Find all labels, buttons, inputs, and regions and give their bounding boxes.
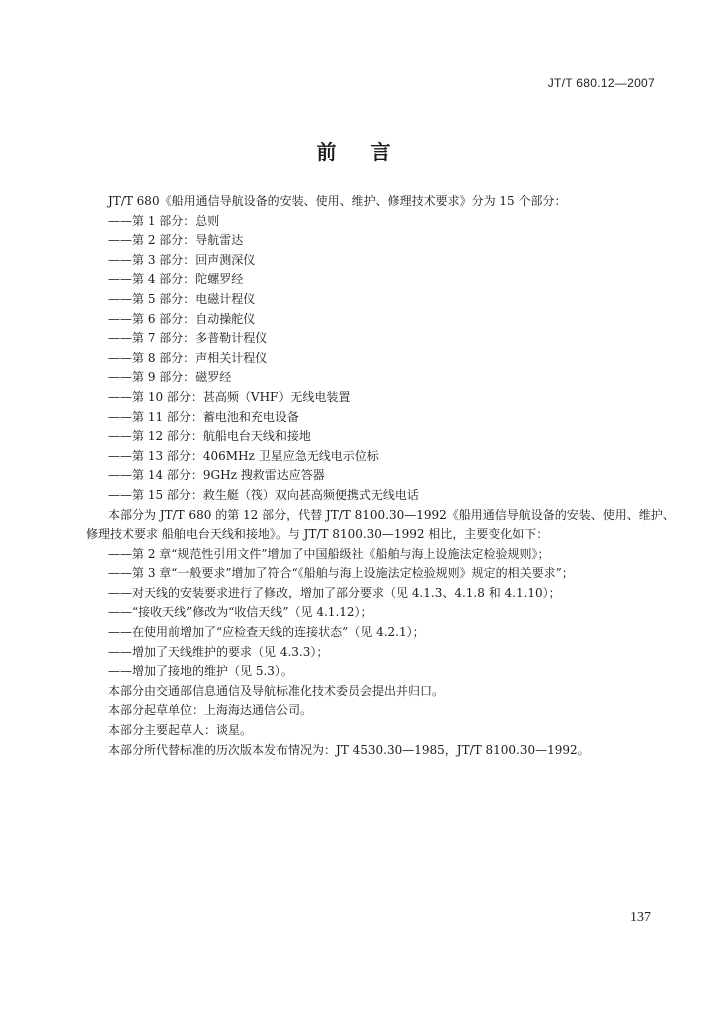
replacement-paragraph-line-1: 本部分为 JT/T 680 的第 12 部分，代替 JT/T 8100.30—1992《船用通信导航设备的安装、使用、维护、 [108, 507, 675, 522]
change-item: ——第 2 章“规范性引用文件”增加了中国船级社《船舶与海上设施法定检验规则》； [108, 546, 550, 561]
part-item: ——第 7 部分：多普勒计程仪 [108, 331, 268, 346]
drafting-unit-paragraph: 本部分起草单位：上海海达通信公司。 [108, 703, 313, 718]
part-item: ——第 15 部分：救生艇（筏）双向甚高频便携式无线电话 [108, 487, 419, 502]
part-item: ——第 12 部分：航船电台天线和接地 [108, 429, 311, 444]
change-item: ——增加了天线维护的要求（见 4.3.3）； [108, 644, 329, 659]
part-item: ——第 13 部分：406MHz 卫星应急无线电示位标 [108, 448, 379, 463]
part-item: ——第 3 部分：回声测深仪 [108, 252, 256, 267]
part-item: ——第 10 部分：甚高频（VHF）无线电装置 [108, 389, 351, 404]
change-item: ——第 3 章“一般要求”增加了符合“《船舶与海上设施法定检验规则》规定的相关要求”； [108, 566, 574, 581]
part-item: ——第 11 部分：蓄电池和充电设备 [108, 409, 299, 424]
intro-paragraph: JT/T 680《船用通信导航设备的安装、使用、维护、修理技术要求》分为 15 个部分： [108, 194, 567, 208]
history-paragraph: 本部分所代替标准的历次版本发布情况为：JT 4530.30—1985，JT/T 8100.30—1992。 [108, 742, 590, 757]
standard-code: JT/T 680.12—2007 [547, 76, 655, 90]
drafter-paragraph: 本部分主要起草人：谈星。 [108, 723, 253, 738]
part-item: ——第 4 部分：陀螺罗经 [108, 272, 244, 287]
page-title: 前言 [316, 140, 425, 164]
part-item: ——第 8 部分：声相关计程仪 [108, 350, 268, 365]
change-item: ——增加了接地的维护（见 5.3）。 [108, 664, 293, 679]
part-item: ——第 5 部分：电磁计程仪 [108, 291, 256, 306]
change-item: ——对天线的安装要求进行了修改，增加了部分要求（见 4.1.3、4.1.8 和 4.1.10）； [108, 585, 561, 600]
part-item: ——第 14 部分：9GHz 搜救雷达应答器 [108, 468, 325, 483]
part-item: ——第 9 部分：磁罗经 [108, 370, 232, 385]
foreword-body [86, 192, 675, 760]
part-item: ——第 1 部分：总则 [108, 213, 220, 228]
part-item: ——第 2 部分：导航雷达 [108, 233, 244, 248]
change-item: ——“接收天线”修改为“收信天线”（见 4.1.12）； [108, 605, 373, 620]
page-number: 137 [630, 910, 651, 925]
replacement-paragraph-line-2: 修理技术要求 船舶电台天线和接地》。与 JT/T 8100.30—1992 相比，主要变化如下： [86, 527, 549, 542]
change-item: ——在使用前增加了“应检查天线的连接状态”（见 4.2.1）； [108, 625, 425, 640]
part-item: ——第 6 部分：自动操舵仪 [108, 311, 256, 326]
proposer-paragraph: 本部分由交通部信息通信及导航标准化技术委员会提出并归口。 [108, 683, 445, 698]
